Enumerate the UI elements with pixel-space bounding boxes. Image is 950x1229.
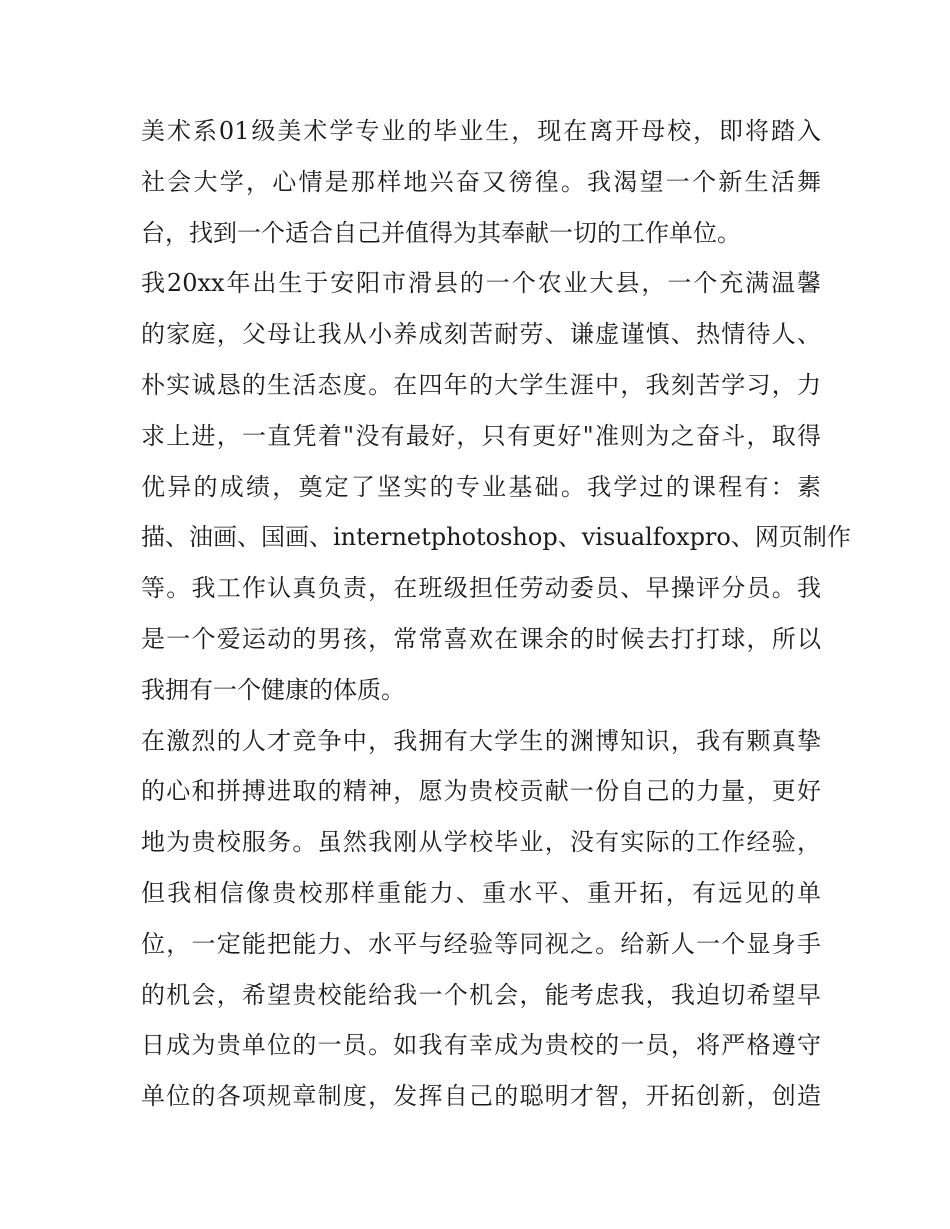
paragraph-motivation [141,716,821,1122]
text-line: 是一个爱运动的男孩，常常喜欢在课余的时候去打打球，所以 [141,624,821,653]
text-line: 在激烈的人才竞争中，我拥有大学生的渊博知识，我有颗真挚 [141,726,821,755]
text-line: 描、油画、国画、internetphotoshop、visualfoxpro、网页制作 [141,523,851,552]
text-line: 位，一定能把能力、水平与经验等同视之。给新人一个显身手 [141,929,821,958]
text-line: 求上进，一直凭着"没有最好，只有更好"准则为之奋斗，取得 [141,421,821,450]
text-line: 朴实诚恳的生活态度。在四年的大学生涯中，我刻苦学习，力 [141,370,821,399]
text-line: 等。我工作认真负责，在班级担任劳动委员、早操评分员。我 [141,574,821,603]
text-line: 地为贵校服务。虽然我刚从学校毕业，没有实际的工作经验， [141,828,821,857]
text-line: 优异的成绩，奠定了坚实的专业基础。我学过的课程有：素 [141,472,821,501]
text-line: 单位的各项规章制度，发挥自己的聪明才智，开拓创新，创造 [141,1082,821,1111]
text-line: 我20xx年出生于安阳市滑县的一个农业大县，一个充满温馨 [141,269,821,298]
paragraph-intro [141,106,821,258]
text-line: 我拥有一个健康的体质。 [141,675,405,704]
text-line: 的机会，希望贵校能给我一个机会，能考虑我，我迫切希望早 [141,980,821,1009]
text-line: 的心和拼搏进取的精神，愿为贵校贡献一份自己的力量，更好 [141,777,821,806]
text-line: 社会大学，心情是那样地兴奋又徬徨。我渴望一个新生活舞 [141,167,821,196]
text-line: 但我相信像贵校那样重能力、重水平、重开拓，有远见的单 [141,878,821,907]
paragraph-background [141,258,851,715]
document-body [141,106,851,1122]
text-line: 美术系01级美术学专业的毕业生，现在离开母校，即将踏入 [141,117,821,145]
text-line: 的家庭，父母让我从小养成刻苦耐劳、谦虚谨慎、热情待人、 [141,320,821,349]
text-line: 台，找到一个适合自己并值得为其奉献一切的工作单位。 [141,218,741,247]
text-line: 日成为贵单位的一员。如我有幸成为贵校的一员，将严格遵守 [141,1031,821,1060]
